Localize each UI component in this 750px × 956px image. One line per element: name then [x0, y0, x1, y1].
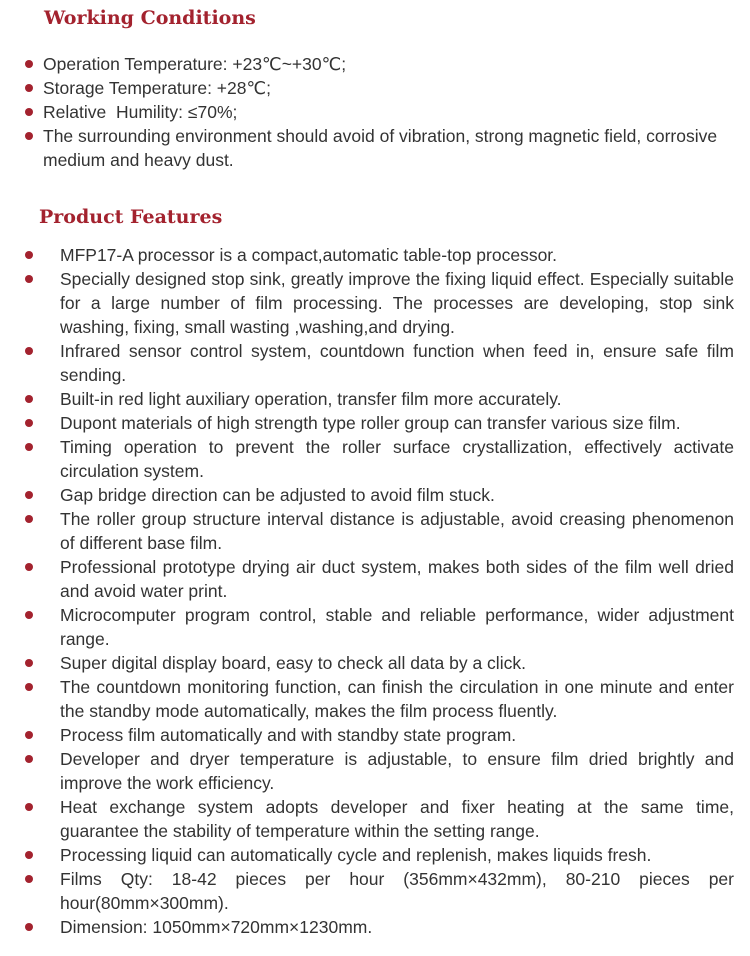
list-item-text: Developer and dryer temperature is adjustable, to ensure film dried brightly and improve the work efficiency. — [60, 749, 734, 793]
list-item — [0, 675, 750, 723]
list-item-text: Super digital display board, easy to check all data by a click. — [60, 653, 526, 673]
product-features-heading: Product Features — [39, 206, 223, 228]
list-item — [0, 843, 750, 867]
bullet-icon — [25, 347, 33, 355]
list-item-text: Infrared sensor control system, countdown function when feed in, ensure safe film sending. — [60, 341, 734, 385]
list-item-text: Microcomputer program control, stable and reliable performance, wider adjustment range. — [60, 605, 734, 649]
list-item-text: Storage Temperature: +28℃; — [43, 78, 272, 98]
list-item — [0, 100, 730, 124]
bullet-icon — [25, 60, 33, 68]
bullet-icon — [25, 923, 33, 931]
bullet-icon — [25, 851, 33, 859]
list-item — [0, 867, 750, 915]
bullet-icon — [25, 515, 33, 523]
list-item-text: Heat exchange system adopts developer and fixer heating at the same time, guarantee the stability of temperature within the setting range. — [60, 797, 734, 841]
working-conditions-list — [0, 52, 730, 172]
list-item — [0, 411, 750, 435]
list-item-text: Films Qty: 18-42 pieces per hour (356mm×432mm), 80-210 pieces per hour(80mm×300mm). — [60, 869, 734, 913]
list-item — [0, 243, 750, 267]
list-item — [0, 483, 750, 507]
list-item — [0, 723, 750, 747]
list-item-text: Dimension: 1050mm×720mm×1230mm. — [60, 917, 373, 937]
list-item — [0, 387, 750, 411]
bullet-icon — [25, 395, 33, 403]
bullet-icon — [25, 132, 33, 140]
list-item — [0, 555, 750, 603]
bullet-icon — [25, 755, 33, 763]
list-item-text: Dupont materials of high strength type roller group can transfer various size film. — [60, 413, 681, 433]
bullet-icon — [25, 563, 33, 571]
list-item-text: Specially designed stop sink, greatly improve the fixing liquid effect. Especially suitable for a large number of film processing. The processes are developing, stop sink washing, fixing, small wasting ,washing,and drying. — [60, 269, 734, 337]
list-item — [0, 339, 750, 387]
list-item-text: Relative Humility: ≤70%; — [43, 102, 238, 122]
bullet-icon — [25, 251, 33, 259]
list-item-text: Processing liquid can automatically cycle and replenish, makes liquids fresh. — [60, 845, 652, 865]
list-item-text: Process film automatically and with standby state program. — [60, 725, 517, 745]
list-item — [0, 76, 730, 100]
bullet-icon — [25, 731, 33, 739]
list-item-text: Built-in red light auxiliary operation, transfer film more accurately. — [60, 389, 562, 409]
list-item — [0, 267, 750, 339]
list-item — [0, 915, 750, 939]
list-item-text: Operation Temperature: +23℃~+30℃; — [43, 54, 347, 74]
list-item-text: The roller group structure interval distance is adjustable, avoid creasing phenomenon of different base film. — [60, 509, 734, 553]
list-item-text: Timing operation to prevent the roller surface crystallization, effectively activate circulation system. — [60, 437, 734, 481]
list-item-text: Professional prototype drying air duct system, makes both sides of the film well dried and avoid water print. — [60, 557, 734, 601]
bullet-icon — [25, 491, 33, 499]
list-item-text: MFP17-A processor is a compact,automatic table-top processor. — [60, 245, 558, 265]
bullet-icon — [25, 875, 33, 883]
bullet-icon — [25, 84, 33, 92]
bullet-icon — [25, 683, 33, 691]
bullet-icon — [25, 611, 33, 619]
bullet-icon — [25, 419, 33, 427]
working-conditions-heading: Working Conditions — [44, 7, 256, 29]
list-item — [0, 651, 750, 675]
bullet-icon — [25, 108, 33, 116]
list-item — [0, 747, 750, 795]
list-item — [0, 507, 750, 555]
bullet-icon — [25, 275, 33, 283]
list-item — [0, 124, 730, 172]
list-item-text: The countdown monitoring function, can finish the circulation in one minute and enter the standby mode automatically, makes the film process fluently. — [60, 677, 734, 721]
bullet-icon — [25, 803, 33, 811]
list-item — [0, 52, 730, 76]
list-item — [0, 795, 750, 843]
list-item — [0, 603, 750, 651]
bullet-icon — [25, 659, 33, 667]
list-item-text: The surrounding environment should avoid of vibration, strong magnetic field, corrosive medium and heavy dust. — [43, 126, 718, 170]
list-item-text: Gap bridge direction can be adjusted to avoid film stuck. — [60, 485, 495, 505]
bullet-icon — [25, 443, 33, 451]
product-features-list — [0, 243, 750, 939]
list-item — [0, 435, 750, 483]
